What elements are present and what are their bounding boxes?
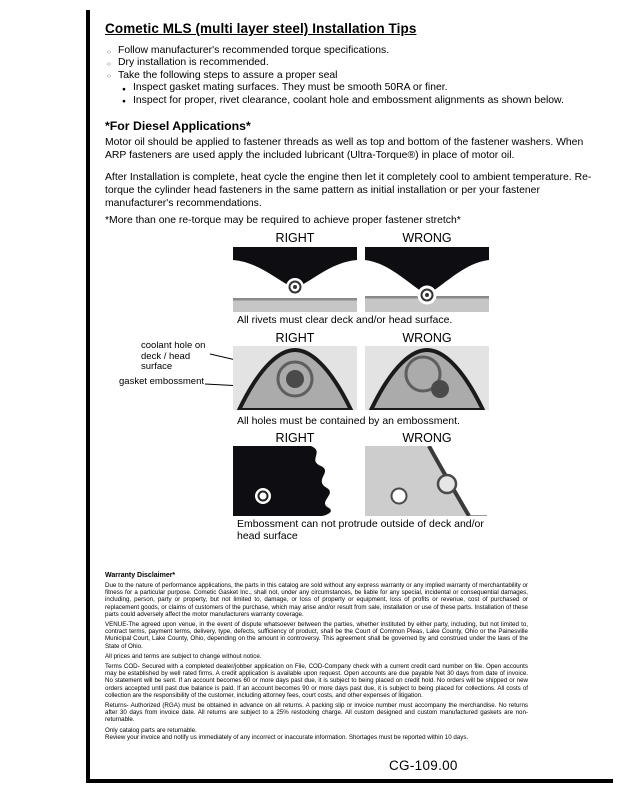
- embossment-caption: All holes must be contained by an embossment.: [237, 415, 460, 427]
- coolant-hole-annotation: coolant hole on deck / head surface: [141, 340, 206, 372]
- right-column-label: RIGHT: [275, 431, 315, 445]
- retorque-note: *More than one re-torque may be required to achieve proper fastener stretch*: [105, 215, 461, 226]
- embossment-right-diagram: [233, 346, 357, 410]
- disclaimer-paragraph: Review your invoice and notify us immediately of any incorrect or inaccurate information. Shortages must be reported within 10 days.: [105, 733, 469, 741]
- list-item: ○ Follow manufacturer's recommended torque specifications.: [107, 45, 607, 57]
- wrong-column-label: WRONG: [402, 231, 452, 245]
- page-number: CG-109.00: [389, 758, 458, 773]
- installation-tips-list: [107, 45, 607, 107]
- rivet-wrong-diagram: [365, 247, 489, 312]
- right-column-label: RIGHT: [275, 331, 315, 345]
- protrusion-caption: Embossment can not protrude outside of deck and/or head surface: [237, 518, 484, 542]
- list-item: ○ Take the following steps to assure a proper seal: [107, 70, 607, 82]
- list-sub-item: ● Inspect for proper, rivet clearance, coolant hole and embossment alignments as shown below.: [122, 95, 607, 107]
- disclaimer-paragraph: VENUE-The agreed upon venue, in the event of dispute whatsoever between the parties, whether instituted by either party, including, but not limited to, contract terms, payment terms, delivery, type, defects, sufficiency of product, shall be the Court of Common Pleas, Lake County, Ohio or the Painesville Municipal Court, Lake County, Ohio, depending on the amount in controversy. This agreement shall be governed by and construed under the laws of the State of Ohio.: [105, 621, 528, 650]
- list-sub-item: ● Inspect gasket mating surfaces. They must be smooth 50RA or finer.: [122, 82, 607, 94]
- diesel-applications-heading: *For Diesel Applications*: [105, 119, 251, 133]
- disclaimer-paragraph: Only catalog parts are returnable.: [105, 726, 197, 734]
- disclaimer-paragraph: All prices and terms are subject to change without notice.: [105, 652, 262, 660]
- wrong-column-label: WRONG: [402, 431, 452, 445]
- disclaimer-paragraph: Returns- Authorized (RGA) must be obtained in advance on all returns. A packing slip or invoice number must accompany the merchandise. No returns after 30 days from invoice date. All returns are subject to a 25% restocking charge. All custom designed and custom manufactured gaskets are non-returnable.: [105, 702, 528, 724]
- protrusion-wrong-diagram: [365, 446, 489, 516]
- warranty-disclaimer: [105, 572, 528, 744]
- disclaimer-paragraph: Terms COD- Secured with a completed dealer/jobber application on File, COD-Company check with a current credit card number on file. Open accounts may be established by well rated firms. A credit application is available upon request. Open accounts are due payable Net 30 days from date of invoice. No statement will be sent. If an account becomes 60 or more days past due, it is subject to being placed on credit hold. No orders will be shipped or new orders accepted until past due balance is paid. If an account becomes 90 or more days past due, it is subject to being placed for collections. All costs of collection are the responsibility of the customer, including attorney fees, court costs, and other expenses of litigation.: [105, 663, 528, 699]
- page-title: Cometic MLS (multi layer steel) Installation Tips: [105, 21, 417, 36]
- list-item: ○ Dry installation is recommended.: [107, 57, 607, 69]
- diesel-paragraph-2: After Installation is complete, heat cycle the engine then let it completely cool to ambient temperature. Re-torque the cylinder head fasteners in the same pattern as initial installation or per your fastener manufacturer's recommendations.: [105, 172, 592, 210]
- page-border-left: [86, 10, 90, 783]
- rivet-caption: All rivets must clear deck and/or head surface.: [237, 314, 453, 326]
- rivet-right-diagram: [233, 247, 357, 312]
- disclaimer-heading: Warranty Disclaimer*: [105, 572, 176, 579]
- right-column-label: RIGHT: [275, 231, 315, 245]
- page-border-bottom: [86, 779, 613, 783]
- wrong-column-label: WRONG: [402, 331, 452, 345]
- disclaimer-paragraph: Due to the nature of performance applications, the parts in this catalog are sold without any express warranty or any implied warranty of merchantability or fitness for a particular purpose. Cometic Gasket Inc., shall not, under any circumstances, be liable for any special, incidental or consequential damages, including, person, party or property, but not limited to, damage, or loss of property or equipment, loss of profits or revenue, cost of purchased or replacement goods, or claims of customers of the purchase, which may arise and/or result from sale, installation or use of these parts. Installation of these parts could adversely affect the motor manufacturers warranty coverage.: [105, 582, 528, 618]
- embossment-wrong-diagram: [365, 346, 489, 410]
- gasket-embossment-annotation: gasket embossment: [119, 376, 205, 387]
- protrusion-right-diagram: [233, 446, 357, 516]
- diesel-paragraph-1: Motor oil should be applied to fastener threads as well as top and bottom of the fastener washers. When ARP fasteners are used apply the included lubricant (Ultra-Torque®) in place of motor oil.: [105, 137, 584, 162]
